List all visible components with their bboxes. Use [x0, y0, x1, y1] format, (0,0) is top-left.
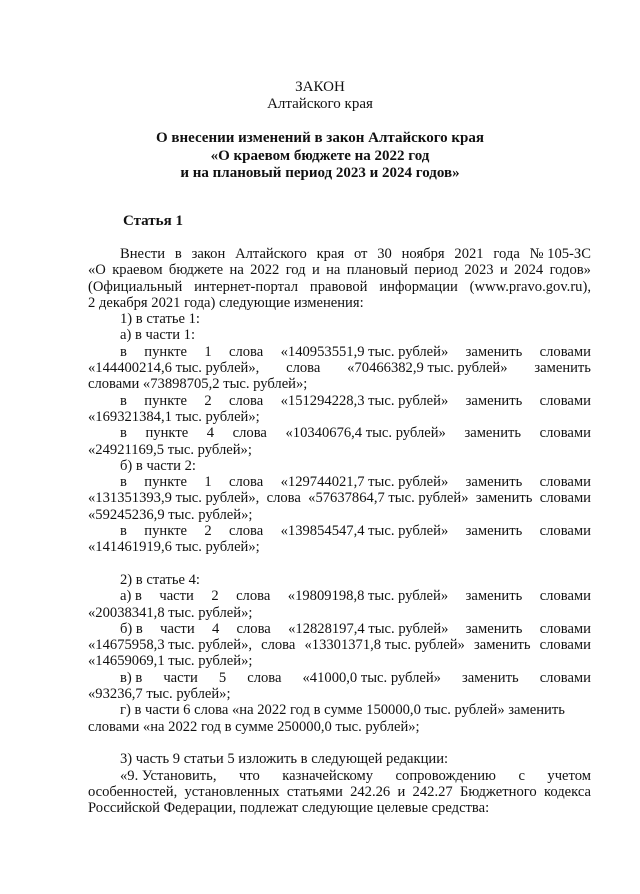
- line-word: г) в части 6 слова «на 2022 год в сумме 150000,0 тыс. рублей» заменить: [120, 702, 565, 719]
- line-word: в: [120, 392, 127, 409]
- text-line: «141461919,6 тыс. рублей»;: [88, 539, 260, 556]
- line-word: закон: [191, 246, 226, 262]
- line-word: период: [414, 262, 458, 279]
- text-line: [88, 784, 591, 800]
- line-word: и: [499, 262, 508, 279]
- line-word: информации: [379, 278, 458, 295]
- line-word: 1: [204, 343, 212, 360]
- line-word: 242.27: [412, 783, 453, 800]
- text-line: а) в части 1:: [120, 327, 196, 344]
- text-line: [88, 279, 591, 295]
- line-word: 4: [206, 425, 215, 442]
- line-word: статьями: [286, 783, 343, 800]
- line-word: слова: [236, 620, 271, 637]
- line-word: 1: [204, 474, 212, 491]
- text-line: [88, 425, 591, 441]
- line-word: слова: [229, 343, 264, 360]
- text-line: [88, 637, 591, 653]
- document-region: Алтайского края: [267, 96, 373, 112]
- line-word: 30: [377, 246, 392, 262]
- line-word: в) в: [120, 669, 143, 686]
- text-line: [88, 360, 591, 376]
- line-word: «13301371,8 тыс. рублей»: [304, 637, 465, 654]
- line-word: заменить: [465, 343, 523, 360]
- line-word: слова: [236, 588, 271, 605]
- line-word: в: [120, 343, 127, 360]
- line-word: словами: [539, 620, 591, 637]
- line-word: и: [397, 783, 406, 800]
- line-word: слова: [266, 490, 301, 507]
- text-line: «93236,7 тыс. рублей»;: [88, 686, 231, 703]
- line-word: Алтайского: [235, 246, 307, 262]
- line-word: на: [326, 262, 341, 279]
- line-word: слова: [232, 425, 267, 442]
- line-word: «41000,0 тыс. рублей»: [302, 669, 441, 686]
- line-word: кодекса: [543, 783, 591, 800]
- line-word: части: [160, 620, 195, 637]
- text-line: «24921169,5 тыс. рублей»;: [88, 441, 252, 458]
- text-line: [88, 621, 591, 637]
- article-heading: Статья 1: [123, 213, 183, 229]
- line-word: года: [493, 246, 520, 262]
- line-word: особенностей,: [88, 783, 178, 800]
- text-line: «14659069,1 тыс. рублей»;: [88, 653, 253, 670]
- line-word: плановый: [346, 262, 408, 279]
- line-word: и: [311, 262, 320, 279]
- line-word: а) в: [120, 588, 142, 605]
- line-word: установленных: [184, 783, 280, 800]
- line-word: в: [120, 425, 127, 442]
- line-word: (www.pravo.gov.ru),: [469, 278, 591, 295]
- line-word: в: [120, 523, 127, 540]
- line-word: пункте: [144, 523, 187, 540]
- line-word: «70466382,9 тыс. рублей»: [347, 360, 508, 377]
- line-word: «129744021,7 тыс. рублей»: [280, 474, 449, 491]
- text-line: [88, 344, 591, 360]
- line-word: годов»: [549, 262, 591, 279]
- line-word: пункте: [144, 343, 187, 360]
- text-line: словами «73898705,2 тыс. рублей»;: [88, 376, 308, 393]
- line-word: словами: [539, 669, 591, 686]
- line-word: заменить: [465, 474, 523, 491]
- line-word: № 105-ЗС: [529, 246, 591, 262]
- line-word: слова: [229, 523, 264, 540]
- line-word: казначейскому: [282, 767, 374, 784]
- line-word: части: [163, 669, 198, 686]
- line-word: что: [238, 767, 260, 784]
- line-word: словами: [539, 490, 591, 507]
- line-word: пункте: [144, 392, 187, 409]
- line-word: год: [285, 262, 306, 279]
- line-word: 242.26: [350, 783, 391, 800]
- line-word: «12828197,4 тыс. рублей»: [288, 620, 449, 637]
- line-word: слова: [247, 669, 282, 686]
- text-line: [88, 523, 591, 539]
- line-word: бюджете: [168, 262, 224, 279]
- line-word: в: [174, 246, 182, 262]
- text-line: «20038341,8 тыс. рублей»;: [88, 604, 253, 621]
- line-word: учетом: [547, 767, 591, 784]
- line-word: словами: [539, 523, 591, 540]
- line-word: пункте: [145, 425, 189, 442]
- line-word: заменить: [534, 360, 591, 377]
- line-word: пункте: [144, 474, 187, 491]
- text-line: Российской Федерации, подлежат следующие целевые средства:: [88, 800, 490, 817]
- text-line: [88, 588, 591, 604]
- line-word: «10340676,4 тыс. рублей»: [285, 425, 446, 442]
- line-word: 2024: [514, 262, 544, 279]
- line-word: «131351393,9 тыс. рублей»,: [88, 490, 260, 507]
- line-word: от: [353, 246, 368, 262]
- line-word: краевом: [112, 262, 163, 279]
- text-line: 1) в статье 1:: [120, 311, 200, 328]
- line-word: «14675958,3 тыс. рублей»,: [88, 637, 253, 654]
- text-line: «169321384,1 тыс. рублей»;: [88, 408, 260, 425]
- line-word: 2021: [454, 246, 484, 262]
- text-line: [88, 246, 591, 262]
- line-word: слова: [229, 474, 264, 491]
- text-line: 2 декабря 2021 года) следующие изменения:: [88, 294, 364, 311]
- text-line: 3) часть 9 статьи 5 изложить в следующей редакции:: [120, 751, 449, 768]
- line-word: в: [120, 474, 127, 491]
- text-line: [88, 490, 591, 506]
- line-word: «19809198,8 тыс. рублей»: [287, 588, 449, 605]
- line-word: края: [316, 246, 345, 262]
- document-type: ЗАКОН: [295, 79, 345, 95]
- line-word: Бюджетного: [459, 783, 537, 800]
- text-line: «59245236,9 тыс. рублей»;: [88, 506, 253, 523]
- text-line: [88, 702, 591, 718]
- line-word: интернет-портал: [194, 278, 299, 295]
- line-word: «57637864,7 тыс. рублей»: [308, 490, 469, 507]
- line-word: слова: [229, 392, 264, 409]
- line-word: 2022: [250, 262, 280, 279]
- line-word: словами: [539, 637, 591, 654]
- line-word: правовой: [309, 278, 368, 295]
- line-word: заменить: [465, 523, 523, 540]
- line-word: 2: [204, 523, 212, 540]
- line-word: 5: [218, 669, 227, 686]
- text-line: [88, 474, 591, 490]
- line-word: «9. Установить,: [120, 767, 217, 784]
- line-word: заменить: [473, 637, 531, 654]
- line-word: 2023: [464, 262, 494, 279]
- line-word: заменить: [465, 620, 523, 637]
- line-word: слова: [261, 637, 296, 654]
- line-word: словами: [539, 588, 591, 605]
- line-word: «140953551,9 тыс. рублей»: [280, 343, 449, 360]
- line-word: части: [159, 588, 194, 605]
- line-word: сопровождению: [395, 767, 496, 784]
- text-line: [88, 393, 591, 409]
- document-title: [0, 130, 640, 183]
- line-word: заменить: [465, 392, 523, 409]
- paragraph-gap: [88, 556, 591, 572]
- line-word: с: [518, 767, 525, 784]
- paragraph-gap: [88, 735, 591, 751]
- text-line: б) в части 2:: [120, 457, 196, 474]
- line-word: «139854547,4 тыс. рублей»: [280, 523, 449, 540]
- line-word: ноября: [401, 246, 445, 262]
- title-line: О внесении изменений в закон Алтайского края: [155, 130, 485, 146]
- line-word: словами: [539, 392, 591, 409]
- line-word: «О: [88, 262, 106, 279]
- document-body: [88, 246, 591, 816]
- line-word: слова: [286, 360, 321, 377]
- line-word: словами: [539, 425, 591, 442]
- line-word: 2: [211, 588, 219, 605]
- title-line: и на плановый период 2023 и 2024 годов»: [180, 165, 460, 181]
- text-line: [88, 768, 591, 784]
- line-word: «144400214,6 тыс. рублей»,: [88, 360, 260, 377]
- line-word: «151294228,3 тыс. рублей»: [280, 392, 449, 409]
- line-word: Внести: [120, 246, 166, 262]
- line-word: заменить: [462, 669, 519, 686]
- line-word: заменить: [465, 588, 523, 605]
- line-word: словами: [539, 474, 591, 491]
- line-word: заменить: [464, 425, 522, 442]
- text-line: [88, 262, 591, 278]
- line-word: словами: [539, 343, 591, 360]
- text-line: [88, 670, 591, 686]
- line-word: заменить: [475, 490, 533, 507]
- line-word: 4: [211, 620, 220, 637]
- text-line: словами «на 2022 год в сумме 250000,0 тыс. рублей»;: [88, 718, 420, 735]
- line-word: 2: [204, 392, 212, 409]
- line-word: (Официальный: [88, 278, 183, 295]
- text-line: 2) в статье 4:: [120, 571, 200, 588]
- title-line: «О краевом бюджете на 2022 год: [210, 147, 430, 164]
- line-word: б) в: [120, 620, 143, 637]
- line-word: на: [229, 262, 244, 279]
